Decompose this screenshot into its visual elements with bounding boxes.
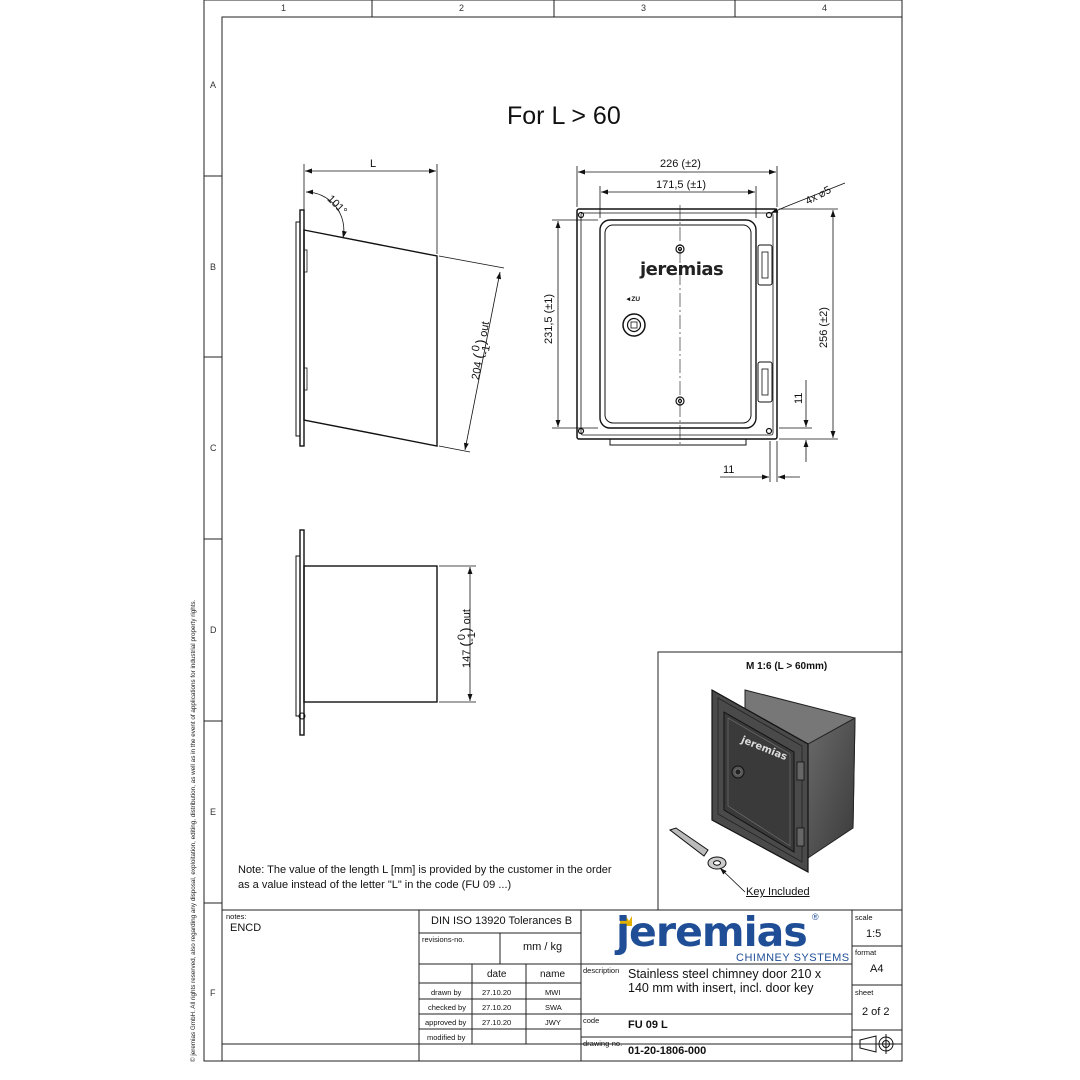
height-256-dimension: 256 (±2) bbox=[818, 307, 830, 348]
bottom-view bbox=[296, 530, 479, 735]
brand-logo: jeremias bbox=[616, 908, 807, 956]
checked-by-label: checked by bbox=[428, 1003, 466, 1012]
scale-label: scale bbox=[855, 913, 873, 922]
detail-door-logo: jeremias bbox=[739, 734, 789, 764]
copyright-notice: © jeremias GmbH. All rights reserved, also regarding any disposal, exploitation, editing, distribution, as well as in the event of applications for industrial property rights. bbox=[190, 599, 197, 1062]
notes-value: ENCD bbox=[230, 922, 262, 934]
brand-registered-mark: ® bbox=[812, 912, 819, 922]
grid-column-2: 2 bbox=[459, 3, 465, 13]
isometric-door-illustration bbox=[712, 690, 855, 872]
tolerance-standard: DIN ISO 13920 Tolerances B bbox=[431, 915, 573, 927]
sheet-frame bbox=[204, 0, 902, 1061]
checked-by-date: 27.10.20 bbox=[482, 1003, 512, 1012]
units-value: mm / kg bbox=[523, 941, 563, 953]
grid-column-3: 3 bbox=[641, 3, 647, 13]
checked-by-name: SWA bbox=[545, 1003, 562, 1012]
front-view bbox=[552, 166, 845, 482]
offset-11-vertical-dimension: 11 bbox=[793, 392, 805, 404]
drawn-by-name: MWI bbox=[545, 988, 561, 997]
offset-11-horizontal-dimension: 11 bbox=[723, 464, 735, 476]
drawn-by-date: 27.10.20 bbox=[482, 988, 512, 997]
grid-column-4: 4 bbox=[822, 3, 828, 13]
modified-by-label: modified by bbox=[427, 1033, 466, 1042]
length-dimension-label: L bbox=[370, 158, 377, 170]
sheet-value: 2 of 2 bbox=[862, 1006, 890, 1018]
drawing-no-value: 01-20-1806-000 bbox=[628, 1045, 707, 1057]
sheet-label: sheet bbox=[855, 988, 874, 997]
format-value: A4 bbox=[870, 963, 884, 975]
description-line-2: 140 mm with insert, incl. door key bbox=[628, 981, 814, 995]
revisions-label: revisions-no. bbox=[422, 935, 465, 944]
code-label: code bbox=[583, 1016, 600, 1025]
grid-row-a: A bbox=[210, 80, 217, 90]
name-column-header: name bbox=[540, 969, 566, 980]
approved-by-date: 27.10.20 bbox=[482, 1018, 512, 1027]
drawing-heading: For L > 60 bbox=[507, 102, 621, 130]
format-label: format bbox=[855, 948, 877, 957]
description-label: description bbox=[583, 966, 620, 975]
height-231-dimension: 231,5 (±1) bbox=[543, 293, 555, 344]
brand-subtitle: CHIMNEY SYSTEMS bbox=[736, 952, 850, 964]
grid-column-1: 1 bbox=[281, 3, 287, 13]
grid-row-d: D bbox=[210, 625, 217, 635]
key-illustration bbox=[670, 828, 745, 892]
approved-by-name: JWY bbox=[545, 1018, 561, 1027]
depth-147-dimension: 147 ( 0 -1 ) out bbox=[456, 609, 479, 668]
width-171-dimension: 171,5 (±1) bbox=[656, 179, 707, 191]
grid-row-c: C bbox=[210, 443, 217, 453]
date-column-header: date bbox=[487, 969, 507, 980]
detail-scale-title: M 1:6 (L > 60mm) bbox=[746, 661, 828, 672]
approved-by-label: approved by bbox=[425, 1018, 467, 1027]
side-view bbox=[296, 164, 504, 452]
grid-row-e: E bbox=[210, 807, 217, 817]
scale-value: 1:5 bbox=[866, 928, 882, 940]
note-line-2: as a value instead of the letter "L" in the code (FU 09 ...) bbox=[238, 879, 512, 891]
drawn-by-label: drawn by bbox=[431, 988, 462, 997]
notes-label: notes: bbox=[226, 912, 247, 921]
grid-row-f: F bbox=[210, 988, 216, 998]
grid-row-b: B bbox=[210, 262, 217, 272]
holes-dimension: 4x ⌀5 bbox=[803, 184, 834, 208]
height-204-dimension: 204 ( 0 -1 ) out bbox=[469, 320, 494, 381]
key-included-label: Key Included bbox=[746, 886, 810, 898]
lock-direction-label: ◄ZU bbox=[625, 296, 641, 303]
angle-dimension-label: 101° bbox=[324, 193, 350, 218]
code-value: FU 09 L bbox=[628, 1019, 668, 1031]
door-logo: jeremias bbox=[640, 259, 724, 280]
description-line-1: Stainless steel chimney door 210 x bbox=[628, 967, 822, 981]
note-line-1: Note: The value of the length L [mm] is provided by the customer in the order bbox=[238, 864, 612, 876]
width-226-dimension: 226 (±2) bbox=[660, 158, 701, 170]
drawing-no-label: drawing-no. bbox=[583, 1039, 623, 1048]
